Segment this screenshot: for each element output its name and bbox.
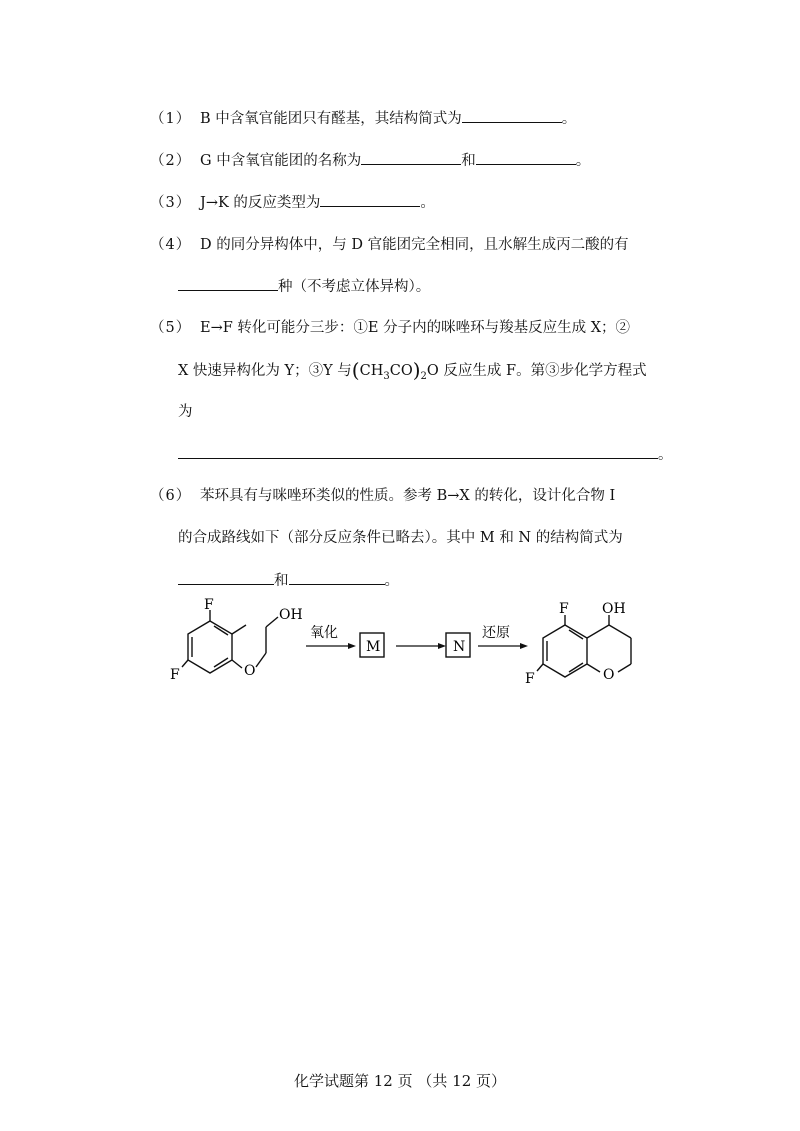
question-2 bbox=[150, 150, 590, 171]
arrow-head bbox=[348, 643, 356, 649]
atom-oh: OH bbox=[279, 607, 303, 623]
benzene-ring bbox=[543, 625, 587, 677]
punctuation: 。 bbox=[384, 573, 399, 589]
synthesis-scheme bbox=[160, 595, 680, 710]
question-number: （6） bbox=[150, 488, 192, 504]
atom-o: O bbox=[603, 667, 615, 683]
question-5-answer-line bbox=[178, 444, 673, 465]
formula-subscript: 2 bbox=[420, 370, 427, 382]
question-6-line-2 bbox=[178, 528, 623, 548]
compound-m-label: M bbox=[366, 639, 381, 655]
question-5-line-2 bbox=[178, 360, 647, 387]
atom-o: O bbox=[244, 663, 256, 679]
question-text: 种（不考虑立体异构）。 bbox=[278, 279, 431, 295]
question-number: （4） bbox=[150, 237, 192, 253]
question-6-line-3 bbox=[178, 570, 399, 591]
question-5 bbox=[150, 318, 630, 338]
bond-f-left bbox=[537, 664, 543, 671]
bond-o-ring bbox=[232, 660, 242, 668]
question-4 bbox=[150, 235, 629, 255]
question-text: D 的同分异构体中，与 D 官能团完全相同，且水解生成丙二酸的有 bbox=[200, 237, 629, 253]
answer-blank[interactable] bbox=[178, 276, 278, 291]
question-1 bbox=[150, 108, 576, 129]
question-text: 的合成路线如下（部分反应条件已略去）。其中 M 和 N 的结构简式为 bbox=[178, 530, 623, 546]
question-text: E→F 转化可能分三步：①E 分子内的咪唑环与羧基反应生成 X；② bbox=[200, 320, 631, 336]
question-number: （2） bbox=[150, 153, 192, 169]
question-text: B 中含氧官能团只有醛基，其结构简式为 bbox=[200, 111, 462, 127]
answer-blank[interactable] bbox=[289, 570, 385, 585]
question-number: （3） bbox=[150, 195, 192, 211]
compound-n-label: N bbox=[453, 639, 466, 655]
answer-blank[interactable] bbox=[178, 444, 658, 459]
page-footer: 化学试题第 12 页 （共 12 页） bbox=[293, 1072, 506, 1090]
benzene-ring bbox=[188, 621, 232, 673]
question-text: X 快速异构化为 Y；③Y 与 bbox=[178, 363, 352, 379]
punctuation: 。 bbox=[575, 153, 591, 169]
answer-blank[interactable] bbox=[320, 192, 420, 207]
question-number: （1） bbox=[150, 111, 192, 127]
arrow-head bbox=[520, 643, 528, 649]
question-text: O 反应生成 F。第③步化学方程式 bbox=[426, 363, 647, 379]
product-structure bbox=[537, 615, 631, 677]
atom-f: F bbox=[525, 671, 535, 687]
question-4-line-2 bbox=[178, 276, 430, 297]
question-6 bbox=[150, 486, 615, 506]
arrow-head bbox=[438, 643, 446, 649]
starting-material-structure bbox=[182, 610, 278, 673]
question-5-line-3 bbox=[178, 402, 193, 422]
bond-f-left bbox=[182, 660, 188, 667]
answer-blank[interactable] bbox=[462, 108, 562, 123]
formula-paren-open: ( bbox=[351, 358, 360, 382]
formula-paren-close: ) bbox=[412, 358, 421, 382]
conjunction: 和 bbox=[274, 573, 289, 589]
bond-methyl bbox=[232, 625, 246, 634]
conjunction: 和 bbox=[461, 153, 476, 169]
answer-blank[interactable] bbox=[178, 570, 274, 585]
question-number: （5） bbox=[150, 320, 192, 336]
atom-oh: OH bbox=[602, 601, 626, 617]
punctuation: 。 bbox=[420, 195, 435, 211]
question-text: 为 bbox=[178, 404, 193, 420]
atom-f: F bbox=[559, 601, 569, 617]
question-text: J→K 的反应类型为 bbox=[200, 195, 321, 211]
atom-f: F bbox=[170, 667, 180, 683]
punctuation: 。 bbox=[561, 111, 577, 127]
question-text: 苯环具有与咪唑环类似的性质。参考 B→X 的转化，设计化合物 I bbox=[200, 488, 616, 504]
atom-f: F bbox=[204, 597, 214, 613]
formula-part: CH bbox=[359, 363, 384, 379]
arrow-label-reduction: 还原 bbox=[482, 625, 510, 641]
punctuation: 。 bbox=[658, 447, 673, 463]
formula-part: CO bbox=[389, 363, 413, 379]
answer-blank[interactable] bbox=[361, 150, 461, 165]
question-text: G 中含氧官能团的名称为 bbox=[200, 153, 362, 169]
formula-subscript: 3 bbox=[383, 370, 390, 382]
arrow-label-oxidation: 氧化 bbox=[310, 625, 338, 641]
answer-blank[interactable] bbox=[476, 150, 576, 165]
question-3 bbox=[150, 192, 435, 213]
